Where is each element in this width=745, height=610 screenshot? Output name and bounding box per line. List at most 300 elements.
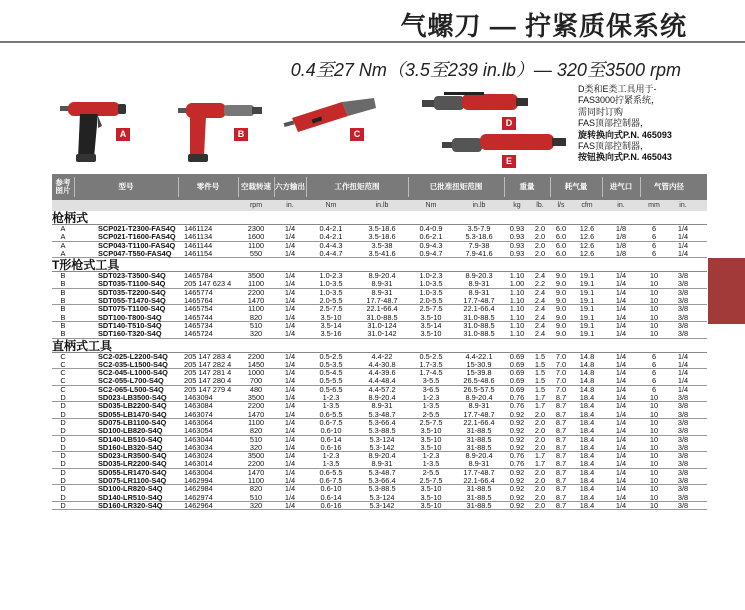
table-cell: 1463024 xyxy=(184,451,213,461)
table-cell: 18.4 xyxy=(579,401,595,411)
tool-c-badge: C xyxy=(350,128,364,141)
table-cell: 2.5-7.5 xyxy=(419,417,443,427)
table-cell: 1/8 xyxy=(615,240,627,250)
table-cell: 3/8 xyxy=(677,409,689,419)
table-cell: A xyxy=(60,232,66,242)
unit-cell: lb. xyxy=(536,202,544,209)
table-cell: 6.0 xyxy=(555,224,567,233)
table-cell: 1/4 xyxy=(615,393,627,403)
table-cell: 1/4 xyxy=(284,368,296,378)
table-cell: SD100-LR820-S4Q xyxy=(98,484,163,494)
table-cell: 2.0-5.5 xyxy=(319,296,343,306)
table-cell: 6 xyxy=(651,376,657,386)
table-cell: 1100 xyxy=(248,417,264,427)
table-cell: 17.7-48.7 xyxy=(463,409,495,419)
table-cell: 3500 xyxy=(247,451,265,461)
table-cell: 1.7 xyxy=(534,401,546,411)
table-cell: 1/4 xyxy=(677,224,689,233)
table-cell: 8.9-20.4 xyxy=(465,451,493,461)
table-cell: 1.7-4.5 xyxy=(419,368,443,378)
table-cell: 3/8 xyxy=(677,401,689,411)
table-cell: 10 xyxy=(649,271,659,281)
header-separator xyxy=(408,177,409,197)
table-cell: 14.8 xyxy=(579,351,595,361)
table-cell: 1/4 xyxy=(615,384,627,394)
table-cell: 18.4 xyxy=(579,393,595,403)
table-cell: 18.4 xyxy=(579,467,595,477)
table-cell: D xyxy=(60,484,66,494)
table-cell: 1100 xyxy=(248,279,264,289)
table-cell: 31.0-124 xyxy=(367,320,397,330)
table-cell: SDT055-T1470-S4Q xyxy=(98,296,166,306)
table-cell: 5.3-66.4 xyxy=(368,417,396,427)
straight-screwdriver-icon xyxy=(282,96,382,138)
table-cell: 205 147 283 4 xyxy=(184,351,232,361)
table-cell: 0.6-10 xyxy=(320,484,342,494)
table-cell: 8.9-20.4 xyxy=(368,393,396,403)
table-cell: 1-3.5 xyxy=(422,401,440,411)
table-cell: 2200 xyxy=(247,401,265,411)
unit-cell: in. xyxy=(617,202,625,209)
table-cell: 0.6-10 xyxy=(320,426,342,436)
table-cell: 1463004 xyxy=(184,467,213,477)
table-cell: 31.0-88.5 xyxy=(463,312,495,322)
header-cell: 空载转速 xyxy=(241,182,271,191)
note-line-6: FAS顶部控制器， xyxy=(578,141,650,152)
table-cell: 1.0-2.3 xyxy=(319,271,343,281)
table-cell: 1/4 xyxy=(284,476,296,486)
table-cell: D xyxy=(60,442,66,452)
table-cell: 1/4 xyxy=(615,320,627,330)
table-cell: 18.4 xyxy=(579,426,595,436)
table-cell: 205 147 623 4 xyxy=(184,279,232,289)
table-cell: 1463034 xyxy=(184,442,213,452)
table-cell: 14.8 xyxy=(579,368,595,378)
table-cell: D xyxy=(60,451,66,461)
table-cell: 26.5-48.6 xyxy=(463,376,495,386)
table-cell: 0.69 xyxy=(509,351,525,361)
table-cell: 1465734 xyxy=(184,320,213,330)
tool-c-illustration xyxy=(282,96,382,138)
table-cell: 1/4 xyxy=(615,329,627,339)
note-line-5: 旋转换向式P.N. 465093 xyxy=(578,129,672,140)
table-cell: 2300 xyxy=(247,224,265,233)
header-cell: 气管内径 xyxy=(654,182,684,191)
table-cell: SCP043-T1100-FAS4Q xyxy=(98,240,176,250)
table-cell: 6 xyxy=(651,248,657,258)
table-cell: 19.1 xyxy=(579,279,595,289)
table-cell: 1100 xyxy=(248,304,264,314)
table-cell: 0.92 xyxy=(509,434,525,444)
table-cell: 12.6 xyxy=(579,224,595,233)
table-row xyxy=(52,330,707,338)
table-cell: 1.0-3.5 xyxy=(319,279,343,289)
table-cell: 0.69 xyxy=(509,359,525,369)
table-cell: 1/4 xyxy=(615,417,627,427)
table-cell: 12.6 xyxy=(579,232,595,242)
table-cell: 3/8 xyxy=(677,500,689,510)
table-cell: 10 xyxy=(649,304,659,314)
table-cell: 6.0 xyxy=(555,240,567,250)
table-cell: 3.5-41.6 xyxy=(368,248,396,258)
header-cell: 耗气量 xyxy=(564,182,588,191)
note-line-1: D类和E类工具用于- xyxy=(578,84,657,94)
table-cell: 0.69 xyxy=(509,376,525,386)
table-cell: 2.4 xyxy=(534,312,546,322)
table-cell: SCP021-T1600-FAS4Q xyxy=(98,232,176,242)
table-cell: 320 xyxy=(249,442,263,452)
table-row xyxy=(52,502,707,510)
table-cell: B xyxy=(60,304,66,314)
header-separator xyxy=(74,177,75,197)
table-cell: 205 147 282 4 xyxy=(184,359,232,369)
table-cell: 2.0-5.5 xyxy=(419,296,443,306)
table-cell: 31.0-88.5 xyxy=(463,329,495,339)
table-cell: 0.6-14 xyxy=(320,492,342,502)
table-cell: 1.10 xyxy=(509,320,525,330)
table-cell: 1/4 xyxy=(284,271,296,281)
table-cell: 820 xyxy=(249,484,263,494)
table-cell: 3/8 xyxy=(677,434,689,444)
table-cell: 1462974 xyxy=(184,492,213,502)
table-cell: 1.5 xyxy=(534,384,546,394)
table-cell: 7.0 xyxy=(555,351,567,361)
table-cell: 19.1 xyxy=(579,304,595,314)
table-cell: 10 xyxy=(649,312,659,322)
table-cell: 10 xyxy=(649,459,659,469)
table-cell: B xyxy=(60,320,66,330)
table-cell: 3.5-14 xyxy=(420,320,442,330)
table-cell: SC2-035-L1500-S4Q xyxy=(98,359,168,369)
table-cell: 1.5 xyxy=(534,359,546,369)
table-cell: 10 xyxy=(649,426,659,436)
table-cell: 9.0 xyxy=(555,287,567,297)
table-cell: 2.0 xyxy=(534,409,546,419)
table-cell: 31.0-88.5 xyxy=(366,312,398,322)
table-cell: 17.7-48.7 xyxy=(463,467,495,477)
table-cell: SD100-LB820-S4Q xyxy=(98,426,163,436)
table-cell: 8.9-31 xyxy=(371,459,393,469)
table-cell: 1/4 xyxy=(284,451,296,461)
unit-cell: l/s xyxy=(557,202,565,209)
table-cell: 3.5-10 xyxy=(420,484,442,494)
table-cell: 3500 xyxy=(247,393,265,403)
table-cell: 8.9-20.4 xyxy=(368,271,396,281)
table-cell: 1/4 xyxy=(677,248,689,258)
note-line-4: FAS顶部控制器， xyxy=(578,118,650,129)
table-cell: 0.4-2.1 xyxy=(319,224,343,233)
table-cell: 0.76 xyxy=(509,459,525,469)
table-cell: 1470 xyxy=(247,467,265,477)
table-cell: 1470 xyxy=(247,296,265,306)
table-cell: D xyxy=(60,500,66,510)
table-cell: D xyxy=(60,426,66,436)
table-cell: 18.4 xyxy=(579,417,595,427)
table-cell: 1/4 xyxy=(284,434,296,444)
button-screwdriver-icon xyxy=(440,128,570,158)
header-cell: 六方输出 xyxy=(275,182,305,191)
table-cell: SD140-LB510-S4Q xyxy=(98,434,163,444)
table-cell: 10 xyxy=(649,329,659,339)
table-cell: 1/4 xyxy=(284,484,296,494)
header-separator xyxy=(550,177,551,197)
table-cell: 31.0-88.5 xyxy=(463,320,495,330)
table-cell: 0.6-16 xyxy=(320,442,342,452)
table-cell: SC2-025-L2200-S4Q xyxy=(98,351,168,361)
unit-cell xyxy=(52,200,74,211)
table-cell: 7.9-38 xyxy=(468,240,490,250)
table-cell: 8.7 xyxy=(555,401,567,411)
table-cell: 1/4 xyxy=(284,384,296,394)
table-cell: SD023-LR3500-S4Q xyxy=(98,451,167,461)
table-cell: 2.0 xyxy=(534,484,546,494)
table-cell: 12.6 xyxy=(579,248,595,258)
table-cell: 9.0 xyxy=(555,329,567,339)
table-cell: 205 147 279 4 xyxy=(184,384,232,394)
table-cell: 2.0 xyxy=(534,492,546,502)
table-cell: 5.3-88.5 xyxy=(368,426,396,436)
table-cell: 1-2.3 xyxy=(422,393,440,403)
table-cell: 1/4 xyxy=(284,492,296,502)
table-cell: 0.69 xyxy=(509,384,525,394)
table-cell: 6.0 xyxy=(555,232,567,242)
table-cell: 320 xyxy=(249,500,263,510)
table-cell: 1.5 xyxy=(534,368,546,378)
header-separator xyxy=(178,177,179,197)
table-cell: 1100 xyxy=(248,476,264,486)
table-cell: SC2-055-L700-S4Q xyxy=(98,376,164,386)
table-cell: 700 xyxy=(249,376,263,386)
table-cell: D xyxy=(60,417,66,427)
table-cell: D xyxy=(60,409,66,419)
table-cell: 1461134 xyxy=(184,232,213,242)
table-cell: 205 147 280 4 xyxy=(184,376,232,386)
table-cell: 0.93 xyxy=(509,224,525,233)
table-cell: 0.93 xyxy=(509,232,525,242)
table-cell: SC2-045-L1000-S4Q xyxy=(98,368,168,378)
table-cell: 1.10 xyxy=(509,312,525,322)
table-cell: 1/4 xyxy=(284,359,296,369)
header-separator xyxy=(238,177,239,197)
table-cell: 3.5-10 xyxy=(420,434,442,444)
table-cell: 1463094 xyxy=(184,393,213,403)
table-cell: 1/4 xyxy=(615,376,627,386)
table-cell: 6 xyxy=(651,240,657,250)
table-cell: 1462994 xyxy=(184,476,213,486)
table-cell: 3.5-18.6 xyxy=(368,232,396,242)
table-cell: 3/8 xyxy=(677,417,689,427)
table-cell: 1/4 xyxy=(284,304,296,314)
table-cell: 2.0 xyxy=(534,442,546,452)
table-cell: 0.93 xyxy=(509,240,525,250)
table-cell: 1463014 xyxy=(184,459,213,469)
table-cell: 10 xyxy=(649,484,659,494)
table-cell: 22.1-66.4 xyxy=(463,476,495,486)
table-cell: 3/8 xyxy=(677,451,689,461)
table-cell: 1/4 xyxy=(284,426,296,436)
table-cell: 0.92 xyxy=(509,492,525,502)
table-cell: 820 xyxy=(249,426,263,436)
table-cell: 0.92 xyxy=(509,409,525,419)
table-cell: 10 xyxy=(649,409,659,419)
t-handle-screwdriver-icon xyxy=(176,98,266,168)
table-cell: 1/4 xyxy=(284,240,296,250)
table-cell: 1/4 xyxy=(284,467,296,477)
table-cell: 1/4 xyxy=(284,329,296,339)
table-cell: 3/8 xyxy=(677,484,689,494)
table-cell: B xyxy=(60,329,66,339)
table-cell: 3.5-16 xyxy=(320,329,342,339)
table-cell: 8.7 xyxy=(555,500,567,510)
table-cell: 2-5.5 xyxy=(422,409,440,419)
table-cell: 1.10 xyxy=(509,329,525,339)
table-cell: 1/4 xyxy=(615,368,627,378)
table-cell: SDT035-T2200-S4Q xyxy=(98,287,166,297)
table-cell: 1/4 xyxy=(615,271,627,281)
table-cell: 1465774 xyxy=(184,287,213,297)
table-cell: 5.3-48.7 xyxy=(368,467,396,477)
table-cell: 0.76 xyxy=(509,451,525,461)
table-cell: 19.1 xyxy=(579,312,595,322)
table-cell: 1/4 xyxy=(615,312,627,322)
table-cell: 10 xyxy=(649,451,659,461)
table-cell: 1/4 xyxy=(615,304,627,314)
table-cell: 1/4 xyxy=(284,312,296,322)
tool-e-badge: E xyxy=(502,155,516,168)
header-cell: 工作扭矩范围 xyxy=(334,182,380,191)
table-cell: 1600 xyxy=(247,232,265,242)
table-cell: 1/4 xyxy=(284,287,296,297)
table-cell: 1/4 xyxy=(615,401,627,411)
table-cell: 1462964 xyxy=(184,500,213,510)
table-cell: 6 xyxy=(651,351,657,361)
table-cell: 1/4 xyxy=(284,376,296,386)
table-cell: 1/4 xyxy=(615,279,627,289)
table-cell: 0.93 xyxy=(509,248,525,258)
table-cell: SD160-LB320-S4Q xyxy=(98,442,163,452)
table-cell: 1/4 xyxy=(677,368,689,378)
table-cell: 3/8 xyxy=(677,393,689,403)
table-cell: 9.0 xyxy=(555,304,567,314)
table-cell: 10 xyxy=(649,492,659,502)
table-cell: 1/4 xyxy=(615,296,627,306)
table-cell: 8.7 xyxy=(555,393,567,403)
table-cell: 1461154 xyxy=(184,248,213,258)
table-cell: 1/4 xyxy=(284,232,296,242)
table-cell: 9.0 xyxy=(555,312,567,322)
table-cell: 0.92 xyxy=(509,500,525,510)
title-bar xyxy=(0,0,745,44)
table-cell: 1/4 xyxy=(284,442,296,452)
header-cell: 重量 xyxy=(519,182,535,191)
table-cell: 1/4 xyxy=(615,426,627,436)
table-cell: 1.0-3.5 xyxy=(419,287,443,297)
table-cell: 1/4 xyxy=(677,232,689,242)
table-cell: 15-39.8 xyxy=(466,368,492,378)
table-cell: 1/4 xyxy=(615,434,627,444)
table-cell: 1100 xyxy=(248,240,264,250)
table-cell: 9.0 xyxy=(555,271,567,281)
table-cell: SD055-LB1470-S4Q xyxy=(98,409,167,419)
table-cell: 1450 xyxy=(247,359,265,369)
header-separator xyxy=(640,177,641,197)
header-separator xyxy=(602,177,603,197)
table-cell: 8.9-31 xyxy=(468,279,490,289)
table-cell: SDT160-T320-S4Q xyxy=(98,329,162,339)
table-cell: SD035-LB2200-S4Q xyxy=(98,401,167,411)
table-cell: 14.8 xyxy=(579,384,595,394)
table-cell: B xyxy=(60,296,66,306)
table-cell: 0.5-6.5 xyxy=(319,384,343,394)
table-cell: 1/4 xyxy=(615,359,627,369)
table-cell: D xyxy=(60,492,66,502)
table-cell: 2.5-7.5 xyxy=(319,304,343,314)
table-cell: 18.4 xyxy=(579,459,595,469)
table-cell: 0.9-4.3 xyxy=(419,240,443,250)
table-cell: 19.1 xyxy=(579,287,595,297)
table-cell: 3-5.5 xyxy=(422,376,440,386)
table-cell: 1.10 xyxy=(509,271,525,281)
table-cell: 1.10 xyxy=(509,304,525,314)
unit-cell xyxy=(74,200,178,211)
table-cell: 0.4-4.7 xyxy=(319,248,343,258)
table-cell: 8.7 xyxy=(555,434,567,444)
table-cell: 1/4 xyxy=(615,484,627,494)
tool-d-illustration xyxy=(420,90,530,120)
table-cell: 8.7 xyxy=(555,426,567,436)
table-cell: B xyxy=(60,287,66,297)
table-cell: 4.4-57.2 xyxy=(368,384,396,394)
table-cell: 0.6-16 xyxy=(320,500,342,510)
table-cell: 3/8 xyxy=(677,442,689,452)
table-cell: 7.0 xyxy=(555,384,567,394)
table-cell: 8.7 xyxy=(555,409,567,419)
table-cell: 2.0 xyxy=(534,426,546,436)
table-cell: 3/8 xyxy=(677,287,689,297)
table-cell: 1.10 xyxy=(509,287,525,297)
table-cell: 14.8 xyxy=(579,359,595,369)
table-cell: 12.6 xyxy=(579,240,595,250)
table-cell: 8.9-31 xyxy=(468,459,490,469)
table-cell: 3/8 xyxy=(677,476,689,486)
table-cell: 8.7 xyxy=(555,442,567,452)
spec-table xyxy=(52,174,707,510)
note-line-3: 需同时订购 xyxy=(578,106,624,117)
table-cell: SCP021-T2300-FAS4Q xyxy=(98,224,176,233)
table-cell: 1463044 xyxy=(184,434,213,444)
unit-cell: Nm xyxy=(325,202,337,209)
table-cell: 1.0-2.3 xyxy=(419,271,443,281)
table-cell: 1/8 xyxy=(615,232,627,242)
table-cell: 1463074 xyxy=(184,409,213,419)
table-cell: 2.5-7.5 xyxy=(419,304,443,314)
table-cell: 1463084 xyxy=(184,401,213,411)
table-cell: 19.1 xyxy=(579,271,595,281)
table-cell: 5.3-124 xyxy=(369,492,395,502)
table-cell: 0.6-5.5 xyxy=(319,467,343,477)
table-cell: 550 xyxy=(249,248,263,258)
table-cell: SD160-LR320-S4Q xyxy=(98,500,163,510)
table-cell: C xyxy=(60,359,66,369)
table-cell: 1/4 xyxy=(284,459,296,469)
table-cell: 3/8 xyxy=(677,426,689,436)
table-cell: 1/8 xyxy=(615,224,627,233)
table-cell: 1/4 xyxy=(677,384,689,394)
table-cell: 1-2.3 xyxy=(322,451,340,461)
table-cell: 2.4 xyxy=(534,287,546,297)
table-cell: 2200 xyxy=(247,351,265,361)
table-cell: 1/4 xyxy=(615,442,627,452)
